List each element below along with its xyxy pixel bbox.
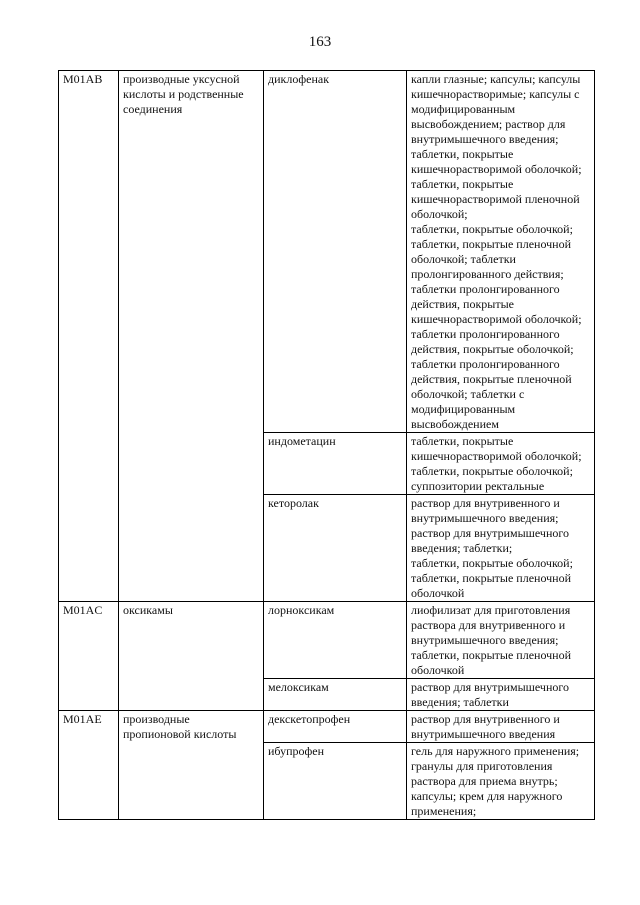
atc-code-cell: M01AE: [59, 711, 119, 820]
drug-name-cell: мелоксикам: [264, 679, 407, 711]
dosage-form-text: капсулы; крем для наружного применения;: [411, 789, 563, 818]
drug-name-cell: кеторолак: [264, 495, 407, 602]
dosage-form-text: таблетки, покрытые оболочкой;: [411, 556, 573, 570]
dosage-forms-cell: [407, 495, 595, 602]
dosage-form-text: раствор для внутримышечного введения; таблетки;: [411, 526, 569, 555]
dosage-form-text: раствор для внутримышечного введения; таблетки: [411, 680, 569, 709]
atc-code-cell: M01AB: [59, 71, 119, 602]
dosage-form-text: гель для наружного применения; гранулы для приготовления раствора для приема внутрь;: [411, 744, 580, 788]
drug-name-cell: лорноксикам: [264, 602, 407, 679]
group-cell: производные уксусной кислоты и родственные соединения: [119, 71, 264, 602]
atc-code-cell: M01AC: [59, 602, 119, 711]
table-row: [59, 602, 595, 679]
drug-name-cell: индометацин: [264, 433, 407, 495]
drug-name-cell: ибупрофен: [264, 743, 407, 820]
dosage-form-text: лиофилизат для приготовления раствора для внутривенного и внутримышечного введения;: [411, 603, 571, 647]
group-cell: производные пропионовой кислоты: [119, 711, 264, 820]
dosage-forms-cell: [407, 71, 595, 433]
drug-name-cell: декскетопрофен: [264, 711, 407, 743]
dosage-form-text: раствор для внутривенного и внутримышечного введения;: [411, 496, 560, 525]
dosage-forms-cell: [407, 433, 595, 495]
dosage-form-text: таблетки, покрытые оболочкой; таблетки, покрытые пленочной оболочкой; таблетки пролонгированного действия; таблетки пролонгированного действия, покрытые кишечнорастворимой оболочкой; таблетки пролонгированного действия, покрытые оболочкой; таблетки пролонгированного действия, покрытые пленочной оболочкой; таблетки с модифицированным высвобождением: [411, 222, 582, 431]
table-row: [59, 71, 595, 433]
dosage-forms-cell: [407, 711, 595, 743]
dosage-forms-cell: [407, 743, 595, 820]
table-row: [59, 711, 595, 743]
dosage-form-text: таблетки, покрытые кишечнорастворимой оболочкой; таблетки, покрытые кишечнорастворимой пленочной оболочкой;: [411, 147, 582, 221]
group-cell: оксикамы: [119, 602, 264, 711]
dosage-forms-cell: [407, 679, 595, 711]
dosage-form-text: таблетки, покрытые пленочной оболочкой: [411, 648, 572, 677]
dosage-forms-cell: [407, 602, 595, 679]
dosage-form-text: таблетки, покрытые пленочной оболочкой: [411, 571, 572, 600]
drug-table: [58, 70, 595, 820]
dosage-form-text: таблетки, покрытые кишечнорастворимой оболочкой; таблетки, покрытые оболочкой; суппозитории ректальные: [411, 434, 582, 493]
dosage-form-text: капли глазные; капсулы; капсулы кишечнорастворимые; капсулы с модифицированным высвобождением; раствор для внутримышечного введения;: [411, 72, 581, 146]
drug-name-cell: диклофенак: [264, 71, 407, 433]
page-number: 163: [308, 34, 332, 50]
dosage-form-text: раствор для внутривенного и внутримышечного введения: [411, 712, 560, 741]
